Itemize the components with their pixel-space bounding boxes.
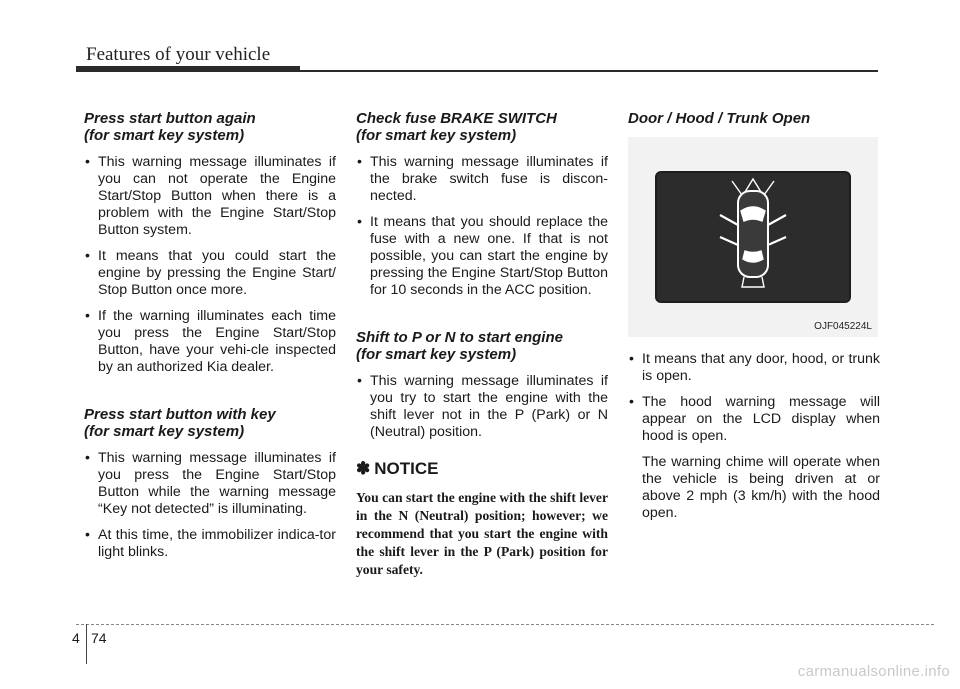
footer-rule (76, 624, 934, 625)
bullet-item: • This warning message illuminates if the brake switch fuse is discon-nected. (356, 154, 608, 205)
heading-line: Door / Hood / Trunk Open (628, 110, 811, 127)
bullet-list (84, 450, 336, 561)
page-number: 74 (91, 630, 107, 646)
section-heading-check-fuse (356, 110, 608, 144)
heading-line: (for smart key system) (84, 423, 245, 440)
bullet-list (356, 373, 608, 441)
notice-title (356, 459, 608, 479)
page-header-title: Features of your vehicle (86, 44, 271, 65)
heading-line: Shift to P or N to start engine (356, 329, 563, 346)
car-top-view-icon (628, 137, 878, 337)
footer-divider (86, 624, 87, 664)
section-heading-shift-to-p-or-n (356, 329, 608, 363)
column-1 (84, 110, 336, 591)
bullet-list (356, 154, 608, 299)
bullet-item: • The hood warning message will appear on the LCD display when hood is open. (628, 394, 880, 445)
section-heading-press-start-again (84, 110, 336, 144)
bullet-item: • It means that you could start the engine by pressing the Engine Start/ Stop Button once more. (84, 248, 336, 299)
bullet-item: • This warning message illuminates if you can not operate the Engine Start/Stop Button when there is a problem with the Engine Start/Stop Button system. (84, 154, 336, 239)
heading-line: (for smart key system) (356, 127, 517, 144)
header-rule-thin (300, 70, 878, 72)
heading-line: Press start button again (84, 110, 256, 127)
bullet-list (628, 351, 880, 445)
bullet-item: • At this time, the immobilizer indica-tor light blinks. (84, 527, 336, 561)
bullet-item: • It means that any door, hood, or trunk is open. (628, 351, 880, 385)
notice-body: You can start the engine with the shift lever in the N (Neutral) position; however; we recommend that you start the engine with the shift lever in the P (Park) position for your safety. (356, 490, 608, 577)
figure-code: OJF045224L (814, 321, 872, 332)
bullet-item: • This warning message illuminates if you try to start the engine with the shift lever not in the P (Park) or N (Neutral) position. (356, 373, 608, 441)
section-heading-press-start-with-key (84, 406, 336, 440)
heading-line: Check fuse BRAKE SWITCH (356, 110, 557, 127)
chapter-number: 4 (72, 630, 80, 646)
column-3 (628, 110, 880, 522)
notice-label: NOTICE (374, 459, 439, 478)
heading-line: Press start button with key (84, 406, 276, 423)
heading-line: (for smart key system) (356, 346, 517, 363)
heading-line: (for smart key system) (84, 127, 245, 144)
column-2 (356, 110, 608, 579)
bullet-list (84, 154, 336, 376)
figure-door-open-display (628, 137, 878, 337)
section-heading-door-hood-trunk (628, 110, 880, 127)
notice-mark-icon: ✽ (356, 459, 371, 478)
bullet-item: • This warning message illuminates if you press the Engine Start/Stop Button while the warning message “Key not detected” is illuminating. (84, 450, 336, 518)
bullet-item: • If the warning illuminates each time you press the Engine Start/Stop Button, have your vehi-cle inspected by an authorized Kia dealer. (84, 308, 336, 376)
watermark: carmanualsonline.info (797, 663, 950, 680)
paragraph-warning-chime: The warning chime will operate when the vehicle is being driven at or above 2 mph (3 km/h) with the hood open. (642, 454, 880, 521)
bullet-item: • It means that you should replace the fuse with a new one. If that is not possible, you can start the engine by pressing the Engine Start/Stop Button for 10 seconds in the ACC position. (356, 214, 608, 299)
header-rule-thick (76, 66, 300, 72)
